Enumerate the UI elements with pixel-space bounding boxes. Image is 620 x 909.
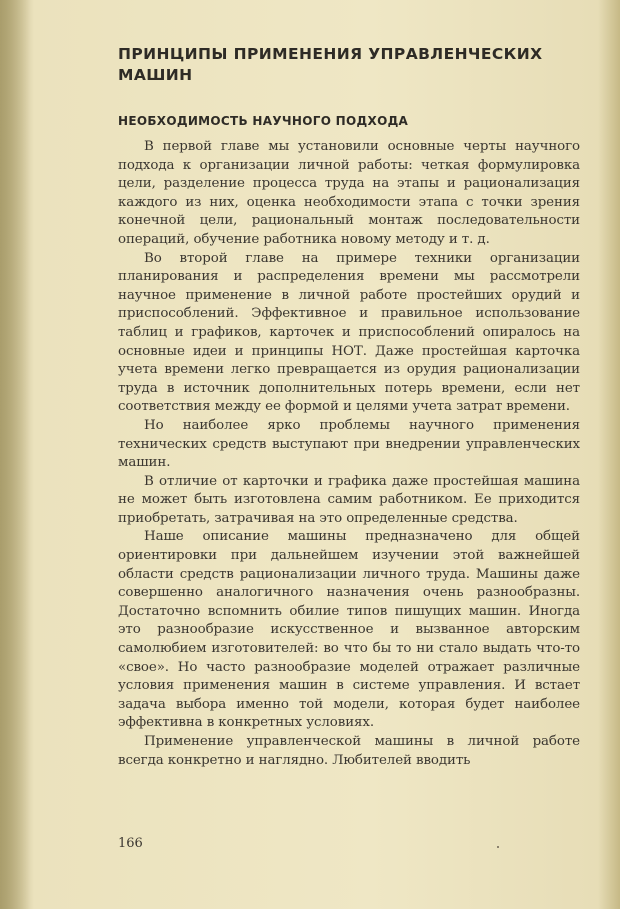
paper-speck (497, 846, 499, 848)
section-title: НЕОБХОДИМОСТЬ НАУЧНОГО ПОДХОДА (118, 114, 409, 128)
paragraph-6: Применение управленческой машины в личной работе всегда конкретно и наглядно. Любителей вводить (118, 734, 580, 768)
page-content (118, 44, 580, 770)
chapter-title: ПРИНЦИПЫ ПРИМЕНЕНИЯ УПРАВЛЕНЧЕСКИХ МАШИН (118, 45, 543, 84)
paragraph-4: В отличие от карточки и графика даже простейшая машина не может быть изготовлена самим работником. Ее приходится приобретать, затрачивая на это определенные средства. (118, 473, 580, 526)
spine-shadow (0, 0, 34, 909)
paragraph-1: В первой главе мы установили основные черты научного подхода к организации личной работы: четкая формулировка цели, разделение процесса труда на этапы и рационализация каждого из них, оценка необходимости этапа с точки зрения конечной цели, рациональный монтаж последовательности операций, обучение работника новому методу и т. д. (118, 139, 580, 247)
paragraph-3: Но наиболее ярко проблемы научного применения технических средств выступают при внедрении управленческих машин. (118, 417, 580, 471)
paragraph-2: Во второй главе на примере техники организации планирования и распределения времени мы рассмотрели научное применение в личной работе простейших орудий и приспособлений. Эффективное и правильное использование таблиц и графиков, карточек и приспособлений опиралось на основные идеи и принципы НОТ. Даже простейшая карточка учета времени легко превращается из орудия рационализации труда в источник дополнительных потерь времени, если нет соответствия между ее формой и целями учета затрат времени. (118, 250, 580, 415)
paragraph-5: Наше описание машины предназначено для общей ориентировки при дальнейшем изучении этой важнейшей области средств рационализации личного труда. Машины даже совершенно аналогичного назначения очень разнообразны. Достаточно вспомнить обилие типов пишущих машин. Иногда это разнообразие искусственное и вызванное авторским самолюбием изготовителей: во что бы то ни стало выдать что-то «свое». Но часто разнообразие моделей отражает различные условия применения машин в системе управления. И встает задача выбора именно той модели, которая будет наиболее эффективна в конкретных условиях. (118, 529, 580, 731)
page-number: 166 (118, 836, 143, 851)
page-edge (598, 0, 620, 909)
